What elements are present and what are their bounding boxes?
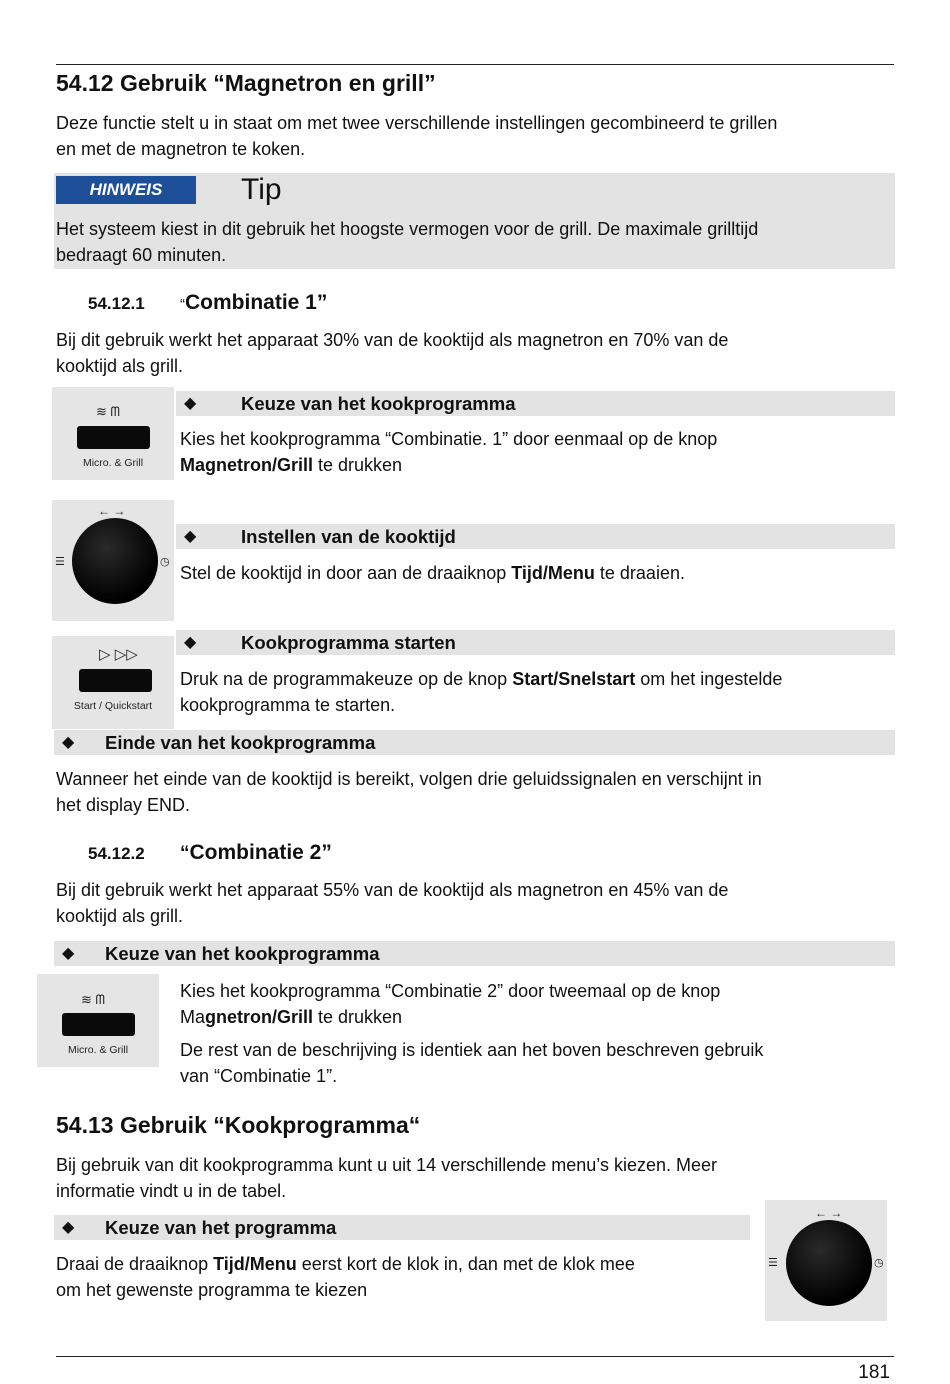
micro-grill-caption: Micro. & Grill: [82, 457, 144, 469]
start-caption: Start / Quickstart: [73, 700, 153, 712]
diamond-bullet-icon: ◆: [62, 1219, 75, 1236]
step-text-keuze-1: Kies het kookprogramma “Combinatie. 1” door eenmaal op de knop Magnetron/Grill te drukken: [180, 429, 718, 475]
section-intro-54-13: Bij gebruik van dit kookprogramma kunt u uit 14 verschillende menu’s kiezen. Meer informatie vindt u in de tabel.: [56, 1155, 717, 1201]
diamond-bullet-icon: ◆: [62, 945, 75, 962]
top-rule: [56, 64, 894, 65]
subsection-intro-2: Bij dit gebruik werkt het apparaat 55% van de kooktijd als magnetron en 45% van de kooktijd als grill.: [56, 880, 729, 926]
menu-icon: ☰: [768, 1257, 778, 1269]
step-text-keuze-2-rest: De rest van de beschrijving is identiek aan het boven beschreven gebruik van “Combinatie 1”.: [180, 1040, 764, 1086]
rotate-arrows-icon: ← →: [98, 504, 126, 518]
step-bar-keuze-1: ◆ Keuze van het kookprogramma: [176, 391, 895, 416]
diamond-bullet-icon: ◆: [184, 395, 197, 412]
page-number: 181: [858, 1362, 890, 1383]
subsection-heading-2: 54.12.2 “Combinatie 2”: [88, 841, 332, 864]
step-bar-keuze-2: ◆ Keuze van het kookprogramma: [54, 941, 895, 966]
step-text-keuze-2: Kies het kookprogramma “Combinatie 2” door tweemaal op de knop Magnetron/Grill te drukken: [180, 981, 721, 1027]
subsection-intro-1: Bij dit gebruik werkt het apparaat 30% van de kooktijd als magnetron en 70% van de kooktijd als grill.: [56, 330, 729, 376]
clock-icon: ◷: [160, 556, 170, 568]
micro-grill-button[interactable]: [77, 426, 150, 449]
clock-icon: ◷: [874, 1257, 884, 1269]
section-heading-54-13: 54.13 Gebruik “Kookprogramma“: [56, 1112, 421, 1138]
diamond-bullet-icon: ◆: [184, 528, 197, 545]
section-intro: Deze functie stelt u in staat om met twee verschillende instellingen gecombineerd te grillen en met de magnetron te koken.: [56, 113, 778, 159]
rotate-arrows-icon: ← →: [815, 1206, 843, 1220]
menu-icon: ☰: [55, 556, 65, 568]
step-bar-starten: ◆ Kookprogramma starten: [176, 630, 895, 655]
knob-panel: [52, 500, 174, 621]
micro-grill-panel-2: [37, 974, 159, 1067]
micro-grill-icon: ≋ ᗰ: [81, 992, 105, 1007]
note-title: Tip: [241, 173, 282, 206]
time-menu-knob[interactable]: [786, 1220, 872, 1306]
start-button[interactable]: [79, 669, 152, 692]
micro-grill-panel: [52, 387, 174, 480]
bottom-rule: [56, 1356, 894, 1357]
subsection-heading-1: 54.12.1 “Combinatie 1”: [88, 291, 328, 314]
play-icon: ▷ ▷▷: [99, 646, 138, 663]
time-menu-knob[interactable]: [72, 518, 158, 604]
step-bar-instellen: ◆ Instellen van de kooktijd: [176, 524, 895, 549]
micro-grill-icon: ≋ ᗰ: [96, 404, 120, 419]
step-bar-einde: ◆ Einde van het kookprogramma: [54, 730, 895, 755]
step-bar-programma: ◆ Keuze van het programma: [54, 1215, 750, 1240]
diamond-bullet-icon: ◆: [184, 634, 197, 651]
micro-grill-caption: Micro. & Grill: [67, 1044, 129, 1056]
micro-grill-button[interactable]: [62, 1013, 135, 1036]
start-panel: [52, 636, 174, 729]
note-text: Het systeem kiest in dit gebruik het hoogste vermogen voor de grill. De maximale grilltijd bedraagt 60 minuten.: [56, 219, 759, 265]
step-text-instellen: Stel de kooktijd in door aan de draaiknop Tijd/Menu te draaien.: [180, 563, 685, 583]
knob-panel-2: [765, 1200, 887, 1321]
section-heading-54-12: 54.12 Gebruik “Magnetron en grill”: [56, 70, 436, 96]
diamond-bullet-icon: ◆: [62, 734, 75, 751]
step-text-starten: Druk na de programmakeuze op de knop Start/Snelstart om het ingestelde kookprogramma te starten.: [180, 669, 783, 715]
step-text-einde: Wanneer het einde van de kooktijd is bereikt, volgen drie geluidssignalen en verschijnt in het display END.: [56, 769, 762, 815]
hinweis-badge: HINWEIS: [56, 176, 196, 204]
step-text-programma: Draai de draaiknop Tijd/Menu eerst kort de klok in, dan met de klok mee om het gewenste programma te kiezen: [56, 1254, 635, 1300]
